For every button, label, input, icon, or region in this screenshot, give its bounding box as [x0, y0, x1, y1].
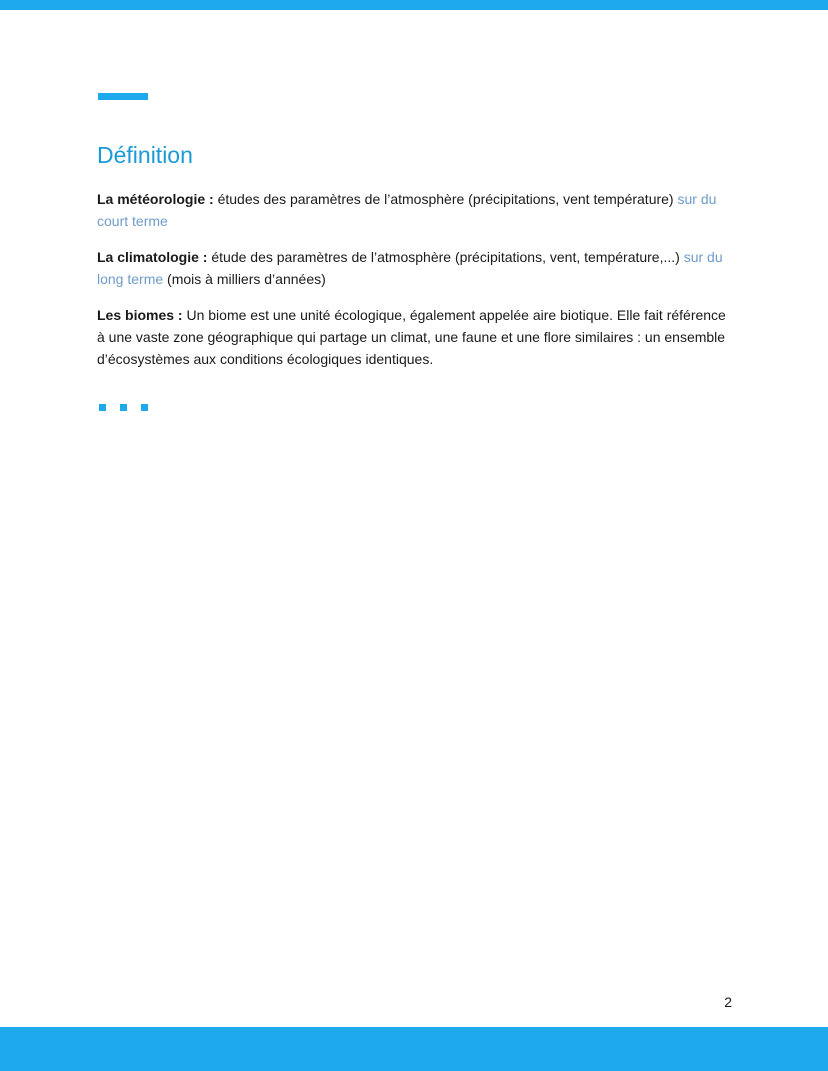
page-number: 2 — [724, 994, 732, 1010]
definition-biomes — [97, 304, 731, 370]
top-accent-bar — [0, 0, 828, 10]
definitions-content — [97, 188, 731, 384]
definition-term: Les biomes : — [97, 307, 183, 323]
section-accent-dash — [98, 93, 148, 100]
definition-term: La climatologie : — [97, 249, 208, 265]
definition-text: Un biome est une unité écologique, également appelée aire biotique. Elle fait référence à une vaste zone géographique qui partage un climat, une faune et une flore similaires : un ensemble d’écosystèmes aux conditions écologiques identiques. — [97, 307, 726, 367]
bottom-accent-bar — [0, 1027, 828, 1071]
definition-text: étude des paramètres de l’atmosphère (précipitations, vent, température,...) — [207, 249, 684, 265]
definition-climatology — [97, 246, 731, 290]
definition-meteorology — [97, 188, 731, 232]
definition-highlight: sur du long terme — [97, 249, 723, 287]
definition-after: (mois à milliers d’années) — [163, 271, 326, 287]
dot-icon — [99, 404, 106, 411]
dot-icon — [120, 404, 127, 411]
definition-highlight: sur du court terme — [97, 191, 717, 229]
section-title: Définition — [97, 142, 193, 168]
definition-term: La météorologie : — [97, 191, 214, 207]
dot-icon — [141, 404, 148, 411]
ellipsis-dots — [99, 404, 148, 411]
definition-text: études des paramètres de l’atmosphère (précipitations, vent température) — [213, 191, 678, 207]
